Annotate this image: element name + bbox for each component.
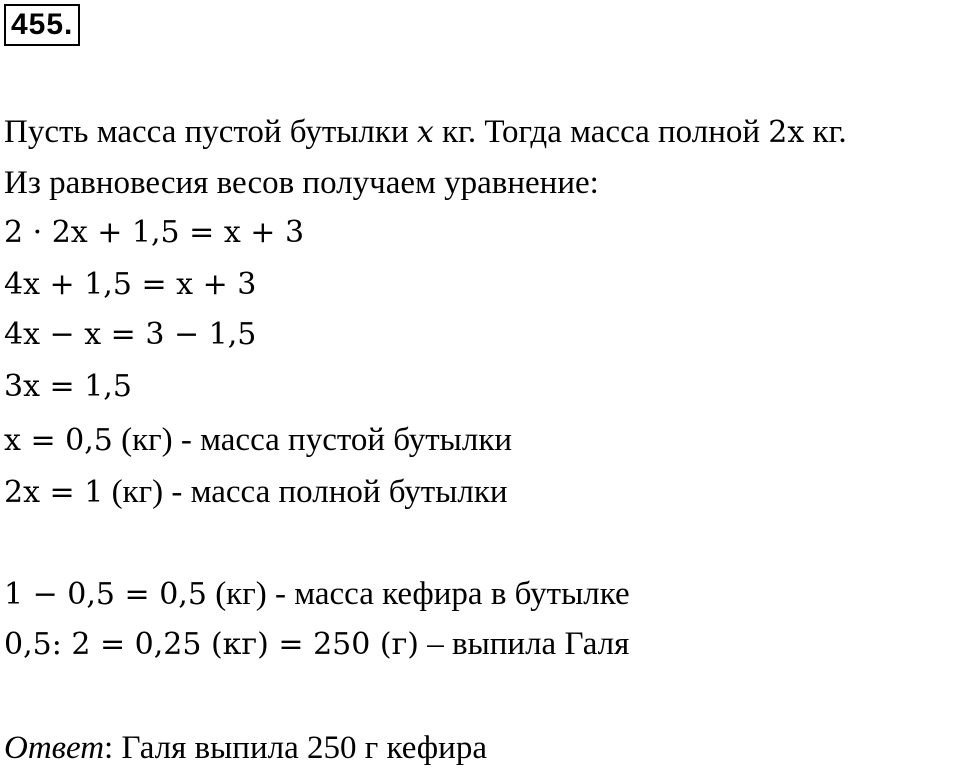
intro-text-3: кг. [804,114,847,150]
equation-5 [4,420,512,461]
equation-8-text: – выпила Галя [419,626,630,662]
equation-2: 4x + 1,5 = x + 3 [4,267,257,302]
equation-8 [4,624,629,665]
answer-line [4,728,487,768]
equation-4: 3x = 1,5 [4,369,132,404]
equation-5-math: x = 0,5 [4,423,113,458]
equation-6 [4,472,508,513]
variable-x: x [416,115,434,150]
equation-5-text: (кг) - масса пустой бутылки [112,422,513,458]
expression-2x: 2x [768,115,805,150]
equation-3: 4x − x = 3 − 1,5 [4,317,257,352]
equation-6-math: 2x = 1 [4,475,104,510]
problem-number: 455. [4,4,80,46]
equation-7-math: 1 − 0,5 = 0,5 [4,577,207,612]
equation-1: 2 · 2x + 1,5 = x + 3 [4,215,305,250]
intro-line-1 [4,112,847,153]
answer-label: Ответ [4,730,105,766]
equation-8-math: 0,5: 2 = 0,25 (кг) = 250 (г) [4,627,419,662]
intro-line-2: Из равновесия весов получаем уравнение: [4,165,599,201]
answer-text: : Галя выпила 250 г кефира [104,730,487,766]
equation-7-text: (кг) - масса кефира в бутылке [206,576,630,612]
intro-text-2: кг. Тогда масса полной [433,114,769,150]
equation-6-text: (кг) - масса полной бутылки [103,474,508,510]
intro-text-1: Пусть масса пустой бутылки [4,114,417,150]
equation-7 [4,574,630,615]
